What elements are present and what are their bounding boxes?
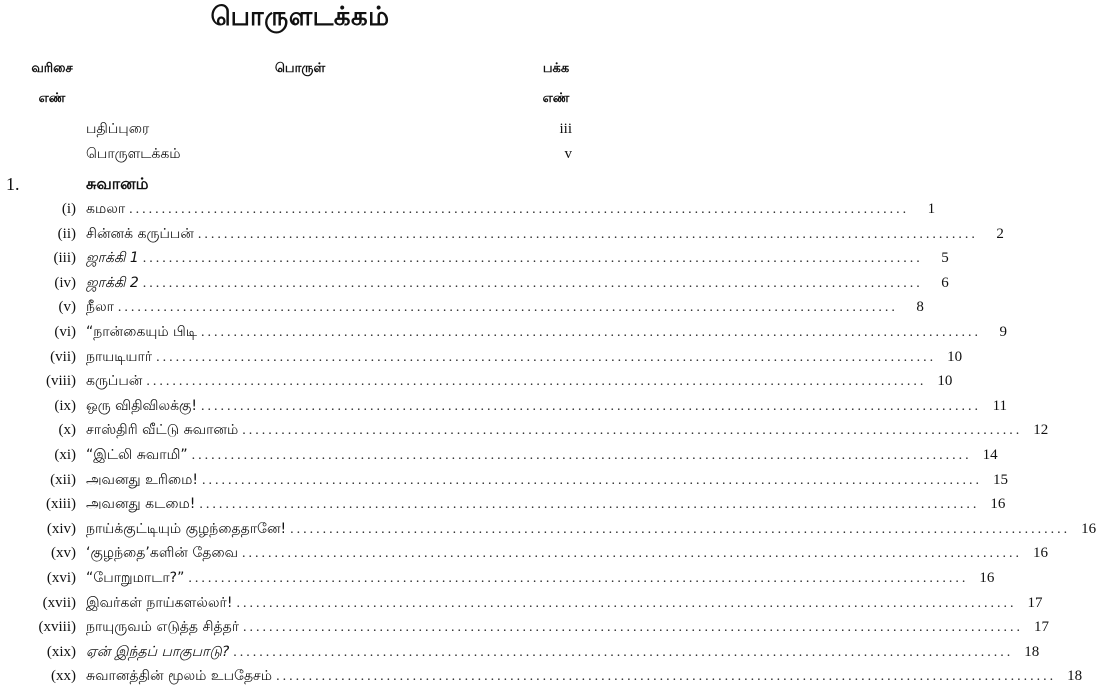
page-title: பொருளடக்கம் (210, 2, 390, 32)
entry-line (86, 369, 953, 395)
entry-number: (vi) (54, 323, 76, 340)
toc-entry[interactable] (0, 222, 1004, 247)
entry-page-number: 12 (1033, 422, 1049, 439)
column-header-page-line-2: எண் (542, 91, 570, 106)
toc-entry[interactable] (0, 443, 998, 468)
toc-entry[interactable] (0, 591, 1043, 616)
entry-page-number: 17 (1034, 619, 1050, 636)
entry-page-number: 10 (937, 373, 953, 390)
toc-entry[interactable] (0, 468, 1009, 493)
column-header-subject: பொருள் (274, 61, 326, 76)
entry-number: (iv) (54, 274, 76, 291)
entry-number: (x) (58, 422, 76, 439)
toc-entry[interactable] (0, 295, 924, 320)
entry-page-number: 18 (1024, 643, 1040, 660)
dot-leader: ........................................................................................................................ (142, 275, 923, 291)
dot-leader: ........................................................................................................................ (233, 644, 1014, 660)
dot-leader: ........................................................................................................................ (142, 251, 923, 267)
toc-entry[interactable] (0, 566, 995, 591)
column-header-serial-number (20, 54, 84, 114)
toc-entry[interactable] (0, 369, 953, 394)
dot-leader: ........................................................................................................................ (156, 349, 937, 365)
toc-entry[interactable] (0, 345, 963, 370)
entry-line (86, 664, 1083, 690)
toc-entry[interactable] (0, 246, 949, 271)
dot-leader: ........................................................................................................................ (242, 423, 1023, 439)
entry-title: “நான்கையும் பிடி (86, 323, 197, 340)
entry-title: “இட்லி சுவாமி” (86, 446, 188, 463)
entry-page-number: 15 (993, 471, 1009, 488)
column-header-page-number (530, 54, 582, 114)
entry-line (86, 418, 1049, 444)
entry-title: ‘குழந்தை’களின் தேவை (86, 545, 239, 562)
toc-entry[interactable] (0, 320, 1007, 345)
toc-entry[interactable] (0, 541, 1049, 566)
entry-page-number: 2 (996, 225, 1004, 242)
entry-title: அவனது கடமை! (86, 496, 196, 513)
toc-entry[interactable] (0, 492, 1006, 517)
entry-title: நீலா (86, 299, 114, 316)
toc-entry[interactable] (0, 418, 1049, 443)
dot-leader: ........................................................................................................................ (243, 620, 1024, 636)
entry-page-number: 1 (927, 201, 936, 217)
dot-leader: ........................................................................................................................ (276, 669, 1057, 685)
entry-number: (ix) (54, 397, 76, 414)
entry-number: (ii) (57, 225, 76, 242)
entry-number: (xii) (50, 471, 76, 488)
entry-line (86, 295, 924, 321)
dot-leader: ........................................................................................................................ (236, 595, 1017, 611)
entry-page-number: 9 (999, 323, 1007, 340)
entry-number: (xviii) (38, 619, 76, 636)
entry-page-number: 8 (916, 299, 924, 316)
entry-page-number: 18 (1067, 668, 1083, 685)
column-header-serial-line-2: எண் (38, 91, 66, 106)
prelim-label: பொருளடக்கம் (86, 146, 181, 162)
entry-line (86, 566, 995, 592)
entry-title: ஒரு விதிவிலக்கு! (86, 397, 198, 414)
dot-leader: ........................................................................................................................ (202, 472, 983, 488)
entry-line (86, 640, 1040, 666)
entry-title: ஏன் இந்தப் பாகுபாடு? (86, 643, 230, 660)
entry-line (86, 541, 1049, 567)
entry-page-number: 10 (947, 348, 963, 365)
dot-leader: ........................................................................................................................ (191, 447, 972, 463)
entry-title: “போறுமாடா?” (86, 569, 185, 586)
prelim-page-number: v (564, 146, 572, 162)
entry-title: சாஸ்திரி வீட்டு சுவானம் (86, 422, 239, 439)
entry-number: (xix) (46, 643, 76, 660)
section-number: 1. (6, 174, 20, 194)
toc-entry[interactable] (0, 615, 1050, 640)
entry-number: (xi) (54, 446, 76, 463)
entry-line (86, 517, 1096, 543)
toc-entry[interactable] (0, 664, 1083, 689)
entry-page-number: 16 (979, 569, 995, 586)
column-header-page-line-1: பக்க (542, 61, 570, 76)
prelim-item-publisher-note[interactable] (86, 118, 572, 140)
entry-page-number: 11 (992, 397, 1008, 414)
entry-line (86, 197, 936, 223)
entry-number: (i) (61, 201, 76, 217)
toc-entry[interactable] (0, 640, 1040, 665)
toc-entry-list (0, 197, 1096, 689)
entry-title: நாயுருவம் எடுத்த சித்தர் (86, 619, 240, 636)
entry-page-number: 16 (1081, 520, 1096, 537)
entry-line (86, 394, 1008, 420)
toc-entry[interactable] (0, 197, 936, 222)
entry-page-number: 16 (990, 496, 1006, 513)
entry-number: (xx) (51, 668, 76, 685)
section-title[interactable]: சுவானம் (86, 174, 149, 193)
entry-line (86, 246, 949, 272)
entry-line (86, 345, 963, 371)
entry-title: இவர்கள் நாய்களல்லர்! (86, 594, 233, 611)
toc-entry[interactable] (0, 271, 949, 296)
entry-title: நாயடியார் (86, 348, 153, 365)
dot-leader: ........................................................................................................................ (117, 300, 898, 316)
dot-leader: ........................................................................................................................ (290, 521, 1071, 537)
entry-page-number: 16 (1033, 545, 1049, 562)
entry-number: (iii) (53, 250, 76, 267)
entry-title: நாய்க்குட்டியும் குழந்தைதானே! (86, 520, 287, 537)
entry-number: (xvi) (46, 569, 76, 586)
entry-line (86, 591, 1043, 617)
entry-title: ஜாக்கி 2 (86, 274, 139, 291)
entry-line (86, 271, 949, 297)
entry-title: சுவானத்தின் மூலம் உபதேசம் (86, 668, 273, 685)
dot-leader: ........................................................................................................................ (197, 226, 978, 242)
entry-page-number: 5 (941, 250, 949, 267)
entry-title: கருப்பன் (86, 373, 143, 390)
entry-number: (xvii) (42, 594, 76, 611)
entry-page-number: 6 (941, 274, 949, 291)
prelim-label: பதிப்புரை (86, 121, 150, 137)
entry-title: சின்னக் கருப்பன் (86, 225, 194, 242)
toc-entry[interactable] (0, 517, 1096, 542)
entry-number: (vii) (50, 348, 76, 365)
entry-title: அவனது உரிமை! (86, 471, 199, 488)
dot-leader: ........................................................................................................................ (201, 398, 982, 414)
entry-page-number: 14 (982, 446, 998, 463)
entry-line (86, 615, 1050, 641)
dot-leader: ........................................................................................................................ (129, 202, 910, 217)
entry-page-number: 17 (1027, 594, 1043, 611)
entry-number: (xiv) (46, 520, 76, 537)
column-header-serial-line-1: வரிசை (31, 61, 73, 76)
entry-line (86, 492, 1006, 518)
dot-leader: ........................................................................................................................ (199, 497, 980, 513)
prelim-item-contents[interactable] (86, 143, 572, 165)
toc-entry[interactable] (0, 394, 1008, 419)
dot-leader: ........................................................................................................................ (200, 324, 981, 340)
entry-title: ஜாக்கி 1 (86, 250, 139, 267)
entry-line (86, 320, 1007, 346)
dot-leader: ........................................................................................................................ (242, 546, 1023, 562)
entry-number: (v) (58, 299, 76, 316)
entry-line (86, 468, 1009, 494)
entry-line (86, 222, 1004, 248)
entry-number: (viii) (46, 373, 76, 390)
entry-number: (xv) (51, 545, 76, 562)
prelim-page-number: iii (559, 121, 572, 137)
entry-number: (xiii) (46, 496, 76, 513)
entry-line (86, 443, 998, 469)
entry-title: கமலா (86, 201, 126, 217)
dot-leader: ........................................................................................................................ (146, 374, 927, 390)
dot-leader: ........................................................................................................................ (188, 570, 969, 586)
